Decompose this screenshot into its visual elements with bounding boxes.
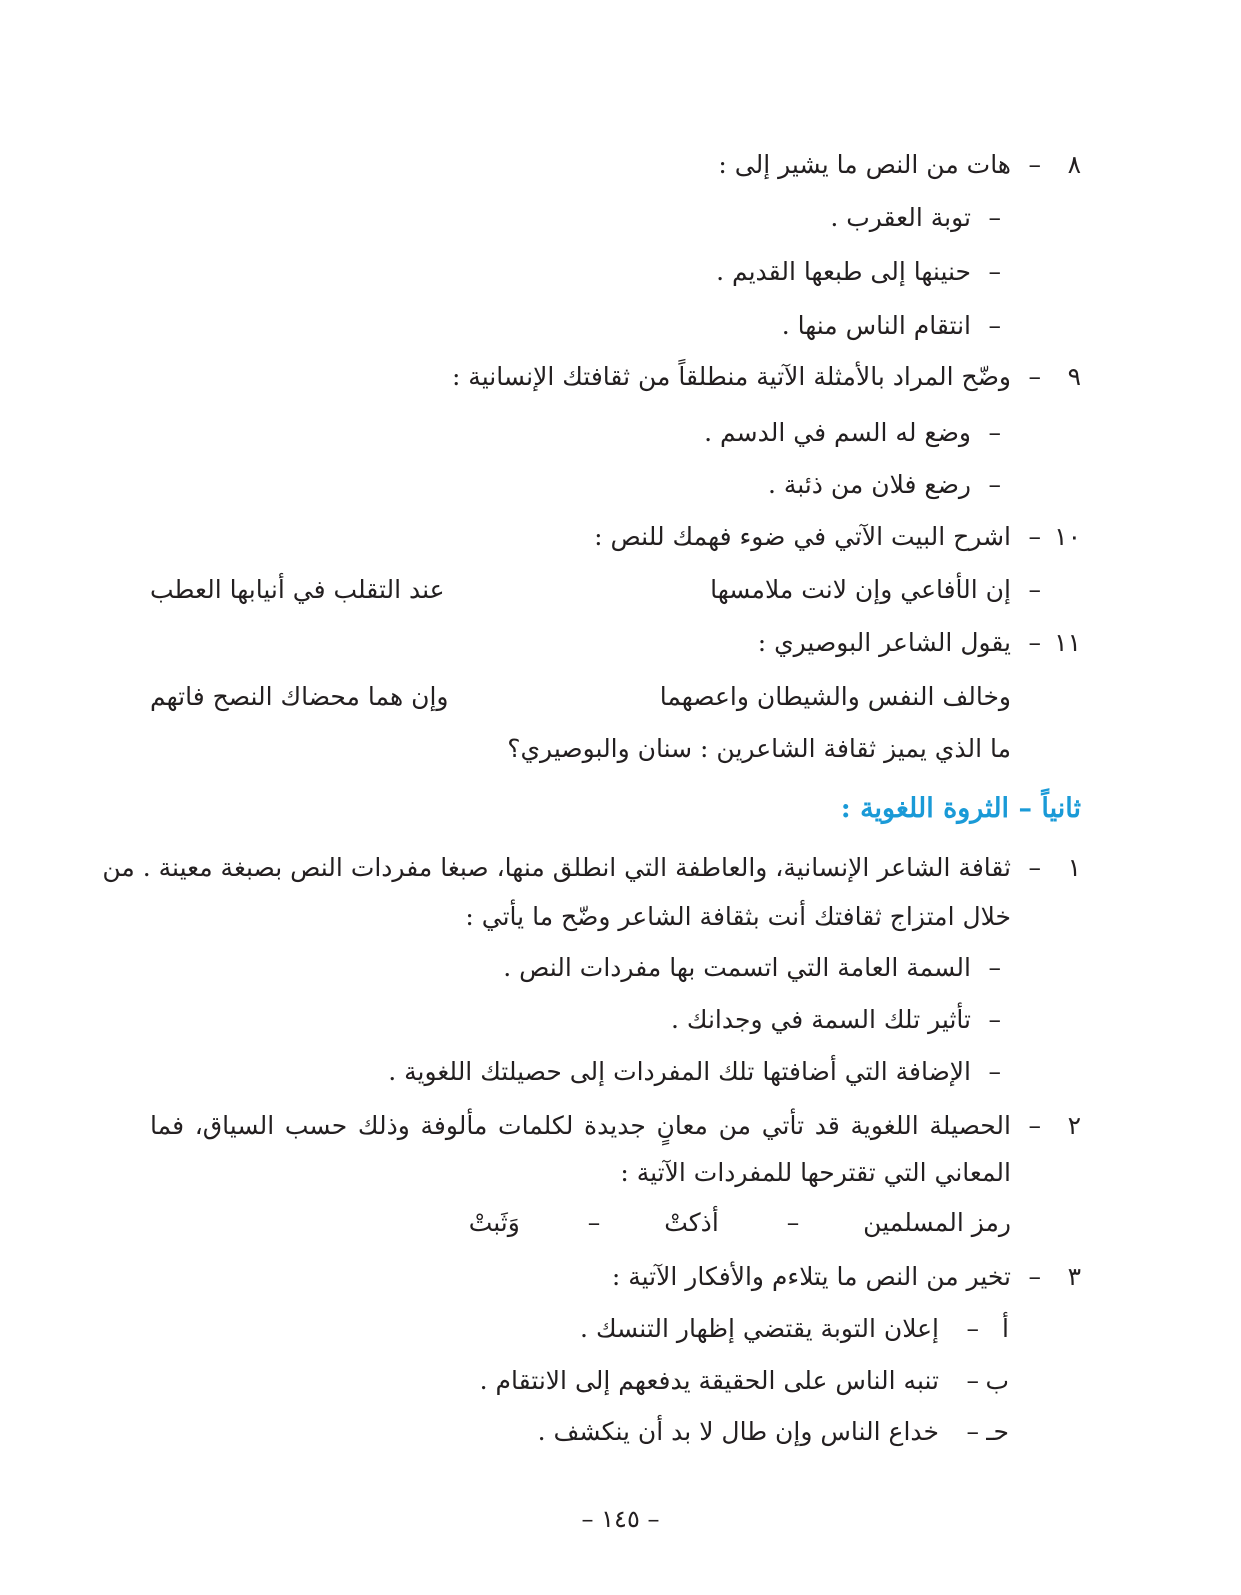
- vocab-word: وَثَبتْ: [468, 1208, 520, 1237]
- q11-dash: –: [1028, 628, 1041, 657]
- q11-number: ١١: [1054, 628, 1081, 657]
- q8-item-text: حنينها إلى طبعها القديم .: [716, 257, 971, 286]
- vocab-word: رمز المسلمين: [863, 1208, 1011, 1237]
- q9-item-text: وضع له السم في الدسم .: [704, 418, 971, 447]
- s1-dash: –: [1028, 853, 1041, 882]
- item-text: تنبه الناس على الحقيقة يدفعهم إلى الانتقام .: [479, 1366, 939, 1395]
- s1-line-1: [0, 843, 1241, 893]
- s3-line: [0, 1252, 1241, 1302]
- q10-number: ١٠: [1054, 522, 1081, 551]
- s2-number: ٢: [1067, 1111, 1081, 1140]
- bullet-dash: –: [988, 953, 1001, 982]
- q11-question: [0, 724, 1241, 774]
- q8-item-2: [0, 247, 1241, 297]
- q10-text: اشرح البيت الآتي في ضوء فهمك للنص :: [594, 522, 1011, 551]
- q8-line: [0, 140, 1241, 190]
- q8-item-3: [0, 301, 1241, 351]
- item-dash: –: [966, 1314, 979, 1343]
- item-letter: ب: [985, 1366, 1009, 1395]
- q9-dash: –: [1028, 362, 1041, 391]
- item-dash: –: [966, 1417, 979, 1446]
- item-text: خداع الناس وإن طال لا بد أن ينكشف .: [537, 1417, 939, 1446]
- q8-dash: –: [1028, 150, 1041, 179]
- s2-words: [0, 1198, 1241, 1248]
- bullet-dash: –: [988, 311, 1001, 340]
- q11-line: [0, 618, 1241, 668]
- q9-item-2: [0, 460, 1241, 510]
- q9-item-1: [0, 408, 1241, 458]
- q10-dash: –: [1028, 522, 1041, 551]
- q8-item-text: انتقام الناس منها .: [781, 311, 971, 340]
- s1-text-2: خلال امتزاج ثقافتك أنت بثقافة الشاعر وضّح ما يأتي :: [465, 902, 1011, 931]
- s3-dash: –: [1028, 1262, 1041, 1291]
- bullet-dash: –: [988, 203, 1001, 232]
- vocab-separator: –: [786, 1208, 800, 1237]
- s1-item-text: تأثير تلك السمة في وجدانك .: [671, 1005, 971, 1034]
- bullet-dash: –: [988, 1005, 1001, 1034]
- verse-first-hemistich: وخالف النفس والشيطان واعصهما: [659, 682, 1011, 711]
- verse-first-hemistich: إن الأفاعي وإن لانت ملامسها: [710, 575, 1011, 604]
- page-number: – ١٤٥ –: [581, 1505, 660, 1533]
- vocab-word: أذكتْ: [664, 1208, 719, 1237]
- s1-number: ١: [1067, 853, 1081, 882]
- s1-item-1: [0, 943, 1241, 993]
- bullet-dash: –: [988, 470, 1001, 499]
- vocab-list: [441, 1198, 1011, 1248]
- q11-question-text: ما الذي يميز ثقافة الشاعرين : سنان والبوصيري؟: [507, 734, 1011, 763]
- q10-verse: [0, 565, 1241, 615]
- s3-item-c: [0, 1407, 1241, 1457]
- item-letter: أ: [1002, 1314, 1009, 1343]
- q11-verse: [0, 672, 1241, 722]
- item-letter: حـ: [986, 1417, 1009, 1446]
- q11-text: يقول الشاعر البوصيري :: [757, 628, 1011, 657]
- s1-item-3: [0, 1047, 1241, 1097]
- bullet-dash: –: [988, 1057, 1001, 1086]
- s1-item-2: [0, 995, 1241, 1045]
- s2-text-2: المعاني التي تقترحها للمفردات الآتية :: [620, 1158, 1011, 1187]
- q9-item-text: رضع فلان من ذئبة .: [767, 470, 971, 499]
- verse-second-hemistich: عند التقلب في أنيابها العطب: [150, 575, 445, 604]
- s3-item-b: [0, 1356, 1241, 1406]
- s1-item-text: السمة العامة التي اتسمت بها مفردات النص .: [503, 953, 971, 982]
- q9-number: ٩: [1067, 362, 1081, 391]
- section-title: ثانياً – الثروة اللغوية :: [840, 793, 1081, 824]
- s1-line-2: [0, 892, 1241, 942]
- s1-text-1: ثقافة الشاعر الإنسانية، والعاطفة التي انطلق منها، صبغا مفردات النص بصبغة معينة . من: [102, 853, 1011, 882]
- q9-line: [0, 352, 1241, 402]
- verse-dash: –: [1028, 575, 1041, 604]
- item-text: إعلان التوبة يقتضي إظهار التنسك .: [580, 1314, 939, 1343]
- q8-item-1: [0, 193, 1241, 243]
- s3-text: تخير من النص ما يتلاءم والأفكار الآتية :: [611, 1262, 1011, 1291]
- q8-number: ٨: [1067, 150, 1081, 179]
- vocab-separator: –: [587, 1208, 601, 1237]
- verse-second-hemistich: وإن هما محضاك النصح فاتهم: [150, 682, 449, 711]
- s2-text-1: الحصيلة اللغوية قد تأتي من معانٍ جديدة لكلمات مألوفة وذلك حسب السياق، فما: [150, 1111, 1011, 1140]
- q8-text: هات من النص ما يشير إلى :: [718, 150, 1011, 179]
- q9-text: وضّح المراد بالأمثلة الآتية منطلقاً من ثقافتك الإنسانية :: [451, 362, 1011, 391]
- section-heading: [0, 784, 1241, 834]
- q10-line: [0, 512, 1241, 562]
- item-dash: –: [966, 1366, 979, 1395]
- bullet-dash: –: [988, 257, 1001, 286]
- q8-item-text: توبة العقرب .: [830, 203, 971, 232]
- s2-line-2: [0, 1148, 1241, 1198]
- s3-number: ٣: [1067, 1262, 1081, 1291]
- s2-dash: –: [1028, 1111, 1041, 1140]
- s1-item-text: الإضافة التي أضافتها تلك المفردات إلى حصيلتك اللغوية .: [388, 1057, 971, 1086]
- s3-item-a: [0, 1304, 1241, 1354]
- bullet-dash: –: [988, 418, 1001, 447]
- s2-line-1: [0, 1101, 1241, 1151]
